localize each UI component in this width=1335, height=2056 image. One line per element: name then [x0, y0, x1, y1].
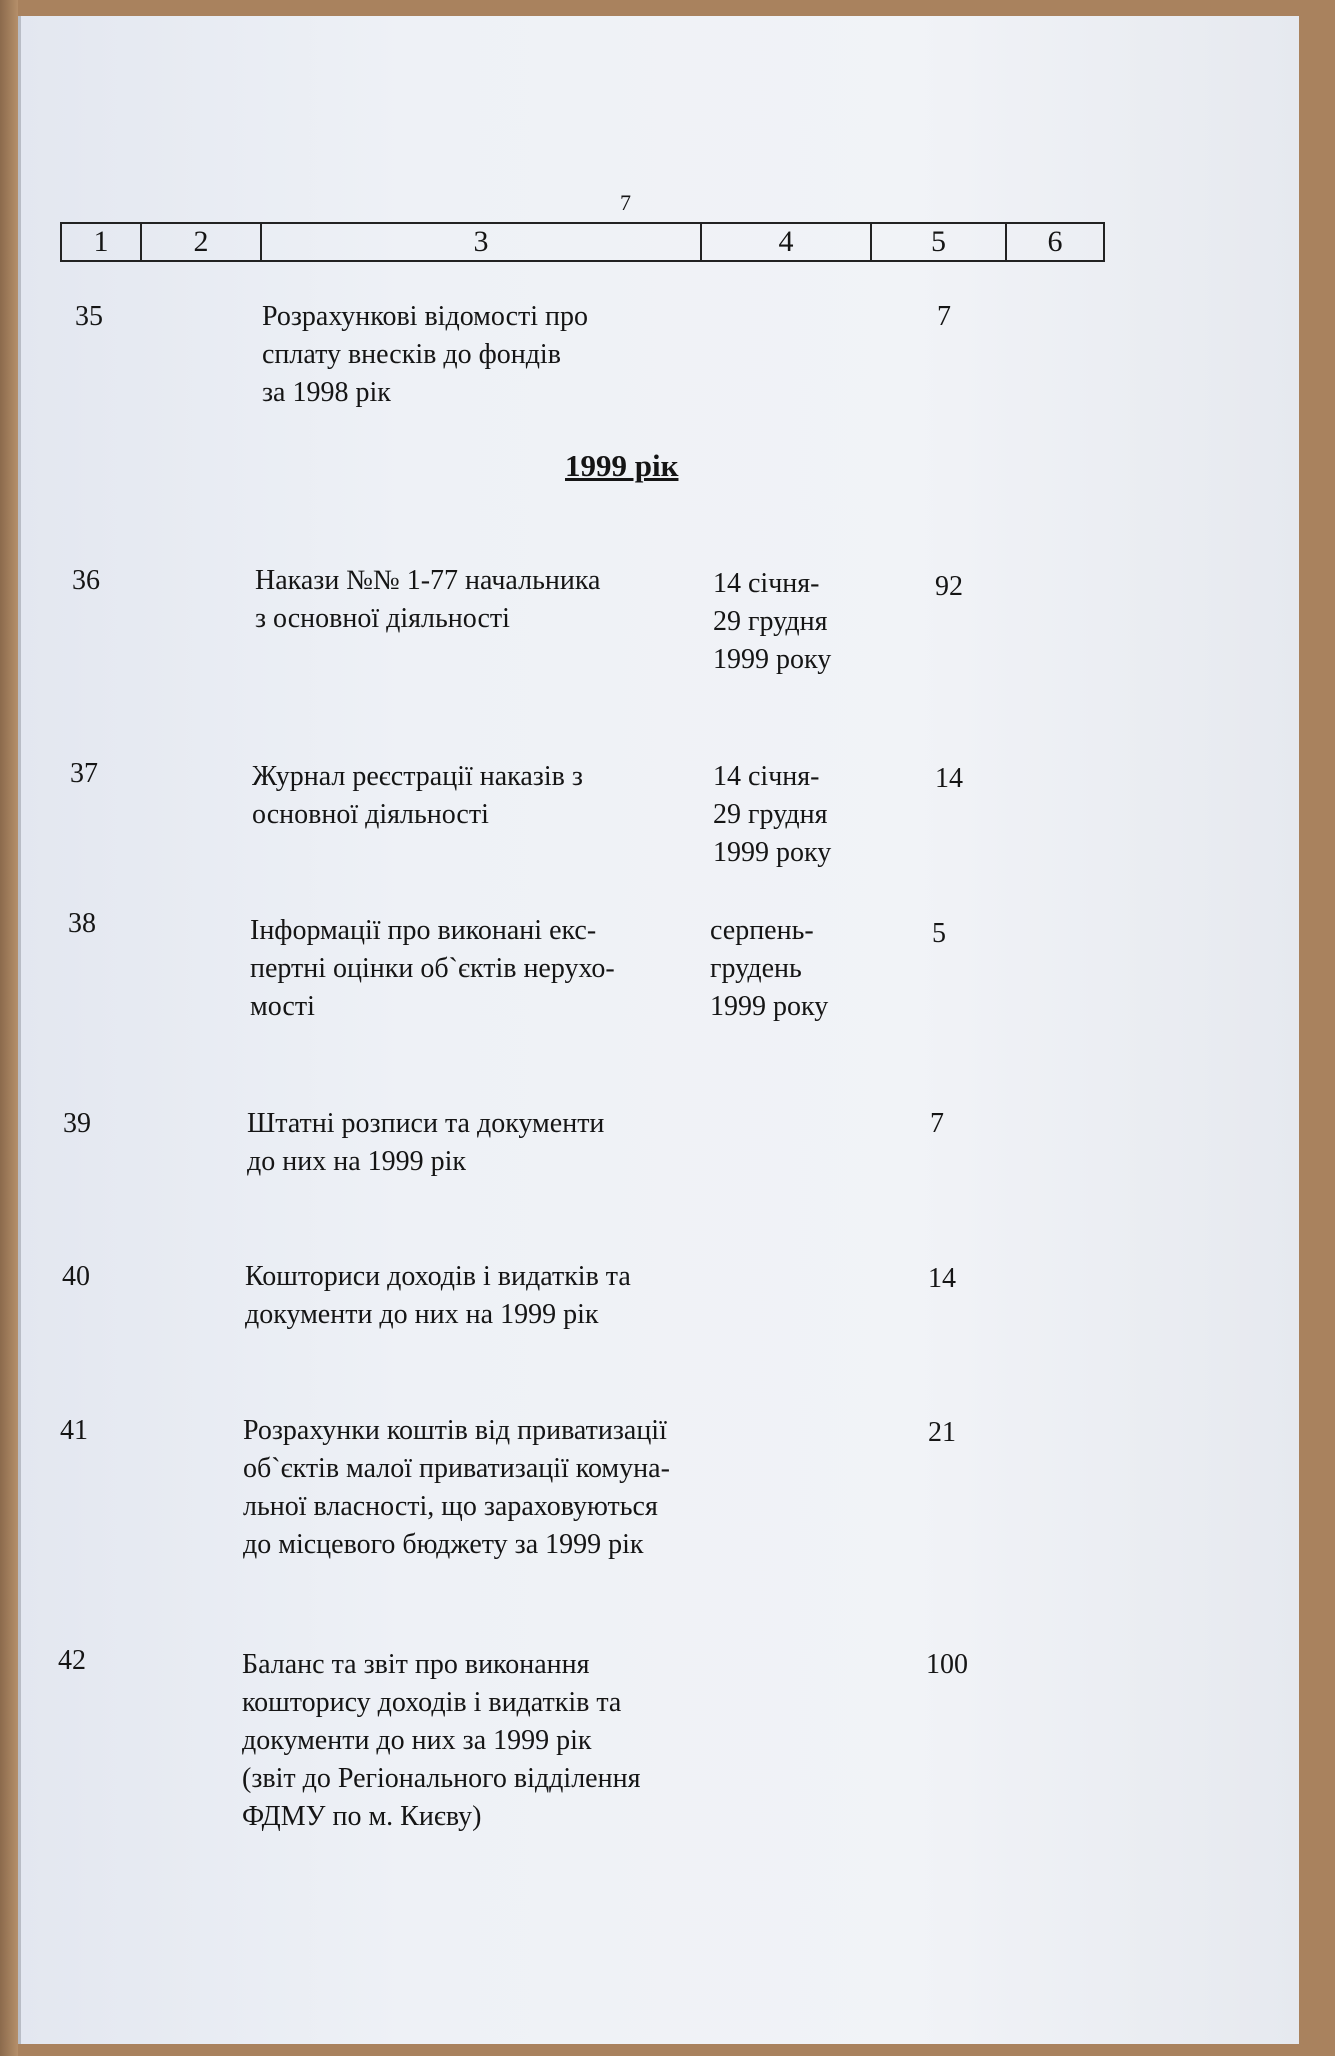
- column-header-row: [60, 222, 1105, 262]
- row-title: Розрахунки коштів від приватизації об`єктів малої приватизації комуна- льної власності, що зараховуються до місцевого бюджету за 1999 рік: [243, 1415, 670, 1560]
- column-header-1: 1: [62, 224, 142, 260]
- row-dates: 14 січня- 29 грудня 1999 року: [713, 568, 832, 675]
- row-sheets: 21: [928, 1417, 956, 1448]
- column-header-4: 4: [702, 224, 872, 260]
- row-sheets: 7: [930, 1108, 944, 1139]
- row-sheets: 100: [926, 1649, 968, 1680]
- row-sheets: 14: [935, 763, 963, 794]
- row-title: Розрахункові відомості про сплату внесків до фондів за 1998 рік: [262, 301, 589, 408]
- row-title: Кошториси доходів і видатків та документи до них на 1999 рік: [245, 1261, 631, 1330]
- row-number: 39: [63, 1108, 91, 1139]
- column-header-3: 3: [262, 224, 702, 260]
- document-page: [18, 16, 1299, 2044]
- row-sheets: 7: [937, 301, 951, 332]
- section-heading: 1999 рік: [565, 448, 679, 483]
- page-number: 7: [620, 190, 631, 215]
- row-sheets: 92: [935, 571, 963, 602]
- row-title: Накази №№ 1-77 начальника з основної діяльності: [255, 565, 601, 634]
- binding-edge: [0, 0, 18, 2056]
- row-number: 35: [75, 301, 103, 332]
- row-title: Баланс та звіт про виконання кошторису доходів і видатків та документи до них за 1999 рік (звіт до Регіонального відділення ФДМУ по м. Києву): [242, 1649, 641, 1832]
- row-sheets: 5: [932, 918, 946, 949]
- column-header-2: 2: [142, 224, 262, 260]
- row-sheets: 14: [928, 1263, 956, 1294]
- row-title: Інформації про виконані екс- пертні оцінки об`єктів нерухо- мості: [250, 915, 615, 1022]
- row-number: 42: [58, 1645, 86, 1676]
- column-header-6: 6: [1047, 225, 1063, 258]
- row-number: 38: [68, 908, 96, 939]
- row-number: 40: [62, 1261, 90, 1292]
- column-header-5: 5: [872, 224, 1007, 260]
- row-number: 36: [72, 565, 100, 596]
- row-number: 37: [70, 758, 98, 789]
- row-title: Журнал реєстрації наказів з основної діяльності: [252, 761, 583, 830]
- row-title: Штатні розписи та документи до них на 1999 рік: [247, 1108, 605, 1177]
- row-number: 41: [60, 1415, 88, 1446]
- row-dates: 14 січня- 29 грудня 1999 року: [713, 761, 832, 868]
- row-dates: серпень- грудень 1999 року: [710, 915, 829, 1022]
